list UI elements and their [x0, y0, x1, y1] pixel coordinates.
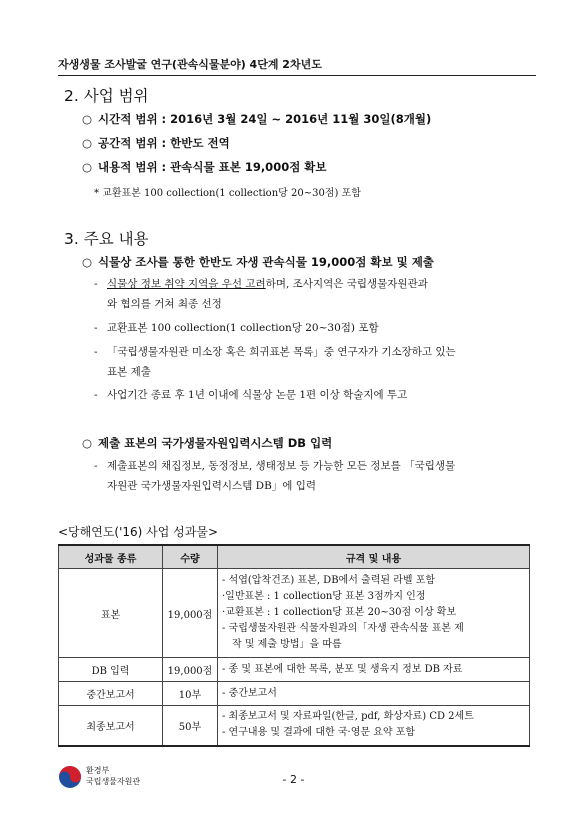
header-qty: 수량 [163, 545, 218, 569]
sub-3-text: 「국립생물자원관 미소장 혹은 희귀표본 목록」중 연구자가 기소장하고 있는 [107, 346, 456, 358]
header-content: 규격 및 내용 [218, 545, 530, 569]
circle-bullet-icon: ○ [82, 136, 93, 150]
scope-time-item [82, 111, 431, 127]
section-2-title: 2. 사업 범위 [64, 87, 149, 105]
scope-content-item [82, 159, 327, 175]
table-caption: <당해연도('16) 사업 성과물> [58, 525, 218, 539]
circle-bullet-icon: ○ [82, 112, 93, 126]
sub-1-text: 하며, 조사지역은 국립생물자원관과 [265, 278, 428, 290]
row-qty: 19,000점 [163, 569, 218, 658]
sub-4-text: 사업기간 종료 후 1년 이내에 식물상 논문 1편 이상 학술지에 투고 [107, 389, 408, 401]
table-row [59, 569, 530, 658]
row-type: 최종보고서 [59, 706, 163, 746]
main-item-1-sub-1: - 식물상 정보 취약 지역을 우선 고려하며, 조사지역은 국립생물자원관과 와 협의를 거쳐 최종 선정 [94, 274, 542, 314]
header-type: 성과물 종류 [59, 545, 163, 569]
row-type: DB 입력 [59, 658, 163, 682]
row-qty: 19,000점 [163, 658, 218, 682]
row-content [218, 569, 530, 658]
results-table [58, 544, 530, 747]
sub-1-underlined-text: 식물상 정보 취약 지역을 우선 고려 [107, 278, 266, 290]
main-item-2-title: 제출 표본의 국가생물자원입력시스템 DB 입력 [98, 436, 333, 450]
table-row [59, 658, 530, 682]
row-content: - 중간보고서 [218, 682, 530, 706]
row-type: 중간보고서 [59, 682, 163, 706]
main-item-2 [82, 435, 332, 451]
main-item-2-sub-1: - 제출표본의 채집정보, 동정정보, 생태정보 등 가능한 모든 정보를 「국립생물 자원관 국가생물자원입력시스템 DB」에 입력 [94, 456, 542, 496]
content-line: - 연구내용 및 결과에 대한 국·영문 요약 포함 [222, 727, 416, 739]
running-header: 자생생물 조사발굴 연구(관속식물분야) 4단계 2차년도 [58, 56, 536, 76]
content-line: 작 및 제출 방법」을 따름 [232, 639, 342, 650]
circle-bullet-icon: ○ [82, 255, 93, 269]
main-item-1 [82, 254, 434, 270]
circle-bullet-icon: ○ [82, 160, 93, 174]
content-line: - 최종보고서 및 자료파일(한글, pdf, 화상자료) CD 2세트 [222, 711, 474, 723]
section-3-title: 3. 주요 내용 [64, 230, 149, 248]
scope-content-text: 내용적 범위 : 관속식물 표본 19,000점 확보 [98, 160, 327, 174]
row-content [218, 706, 530, 746]
content-line: - 국립생물자원관 식물자원과의「자생 관속식물 표본 제 [222, 623, 464, 634]
scope-space-text: 공간적 범위 : 한반도 전역 [98, 136, 230, 150]
row-content: - 종 및 표본에 대한 목록, 분포 및 생육지 정보 DB 자료 [218, 658, 530, 682]
main-item-1-sub-2: - 교환표본 100 collection(1 collection당 20~30점) 포함 [94, 322, 379, 334]
scope-time-text: 시간적 범위 : 2016년 3월 24일 ~ 2016년 11월 30일(8개월) [98, 112, 432, 126]
table-header-row [59, 545, 530, 569]
main-item-1-title: 식물상 조사를 통한 한반도 자생 관속식물 19,000점 확보 및 제출 [98, 255, 434, 269]
row-qty: 50부 [163, 706, 218, 746]
footer-org-line-2: 국립생물자원관 [86, 777, 141, 786]
row-qty: 10부 [163, 682, 218, 706]
scope-note: * 교환표본 100 collection(1 collection당 20~30점) 포함 [94, 188, 361, 199]
item-2-sub-1-text: 제출표본의 채집정보, 동정정보, 생태정보 등 가능한 모든 정보를 「국립생물 [107, 460, 456, 472]
page-number: - 2 - [282, 773, 305, 786]
sub-3-continuation: 표본 제출 [107, 366, 151, 378]
row-type: 표본 [59, 569, 163, 658]
main-item-1-sub-3: - 「국립생물자원관 미소장 혹은 희귀표본 목록」중 연구자가 기소장하고 있는 표본 제출 [94, 342, 542, 382]
table-row [59, 706, 530, 746]
content-line: - 석엽(압착건조) 표본, DB에서 출력된 라벨 포함 [222, 575, 436, 586]
item-2-sub-1-continuation: 자원관 국가생물자원입력시스템 DB」에 입력 [107, 480, 317, 492]
table-row [59, 682, 530, 706]
footer-org-line-1: 환경부 [86, 766, 110, 775]
content-line: ·교환표본 : 1 collection당 표본 20~30점 이상 확보 [222, 607, 457, 618]
content-line: ·일반표본 : 1 collection당 표본 3점까지 인정 [222, 591, 426, 602]
circle-bullet-icon: ○ [82, 436, 93, 450]
scope-space-item [82, 135, 230, 151]
sub-2-text: 교환표본 100 collection(1 collection당 20~30점) 포함 [107, 322, 379, 334]
sub-1-continuation: 와 협의를 거쳐 최종 선정 [107, 298, 222, 310]
main-item-1-sub-4: - 사업기간 종료 후 1년 이내에 식물상 논문 1편 이상 학술지에 투고 [94, 389, 408, 401]
